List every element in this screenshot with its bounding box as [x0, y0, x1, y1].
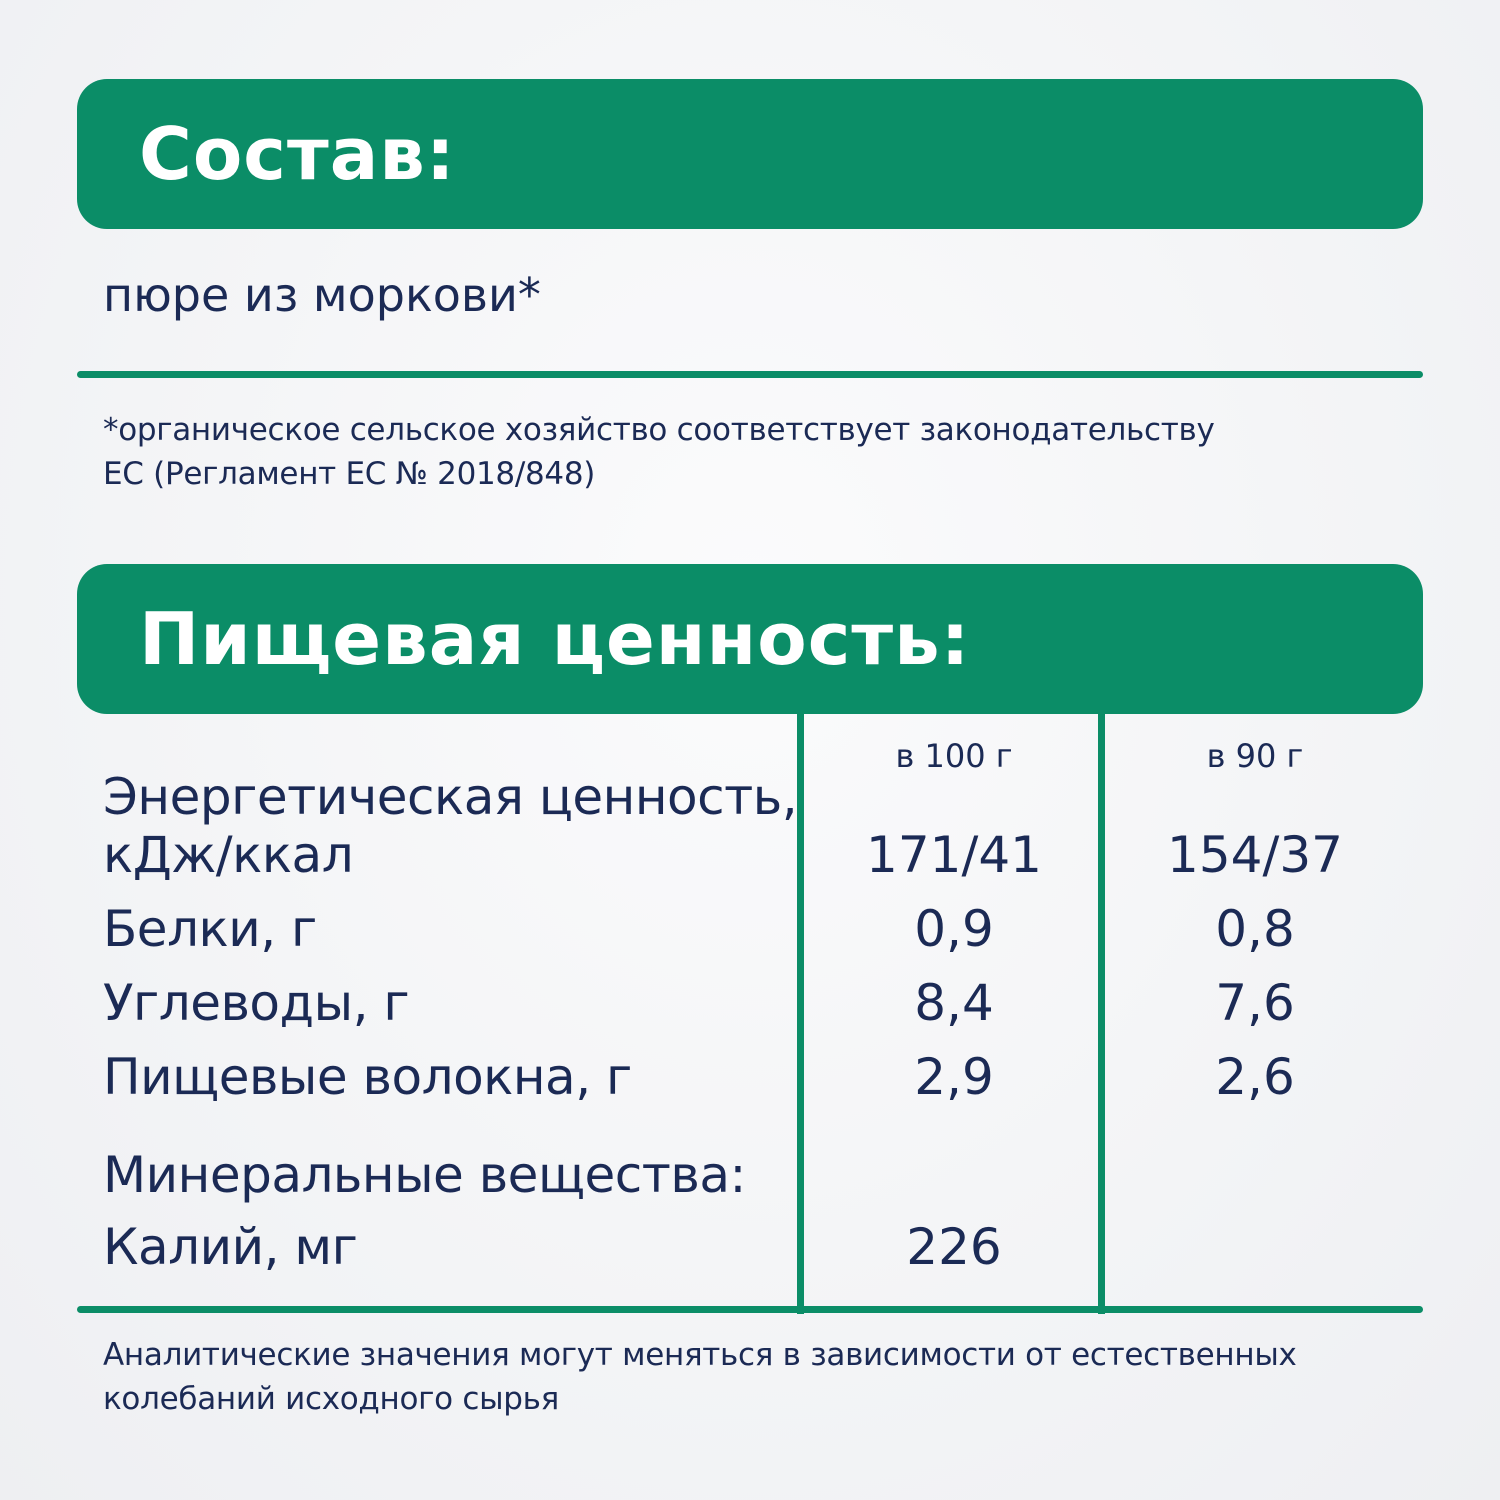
footnote-line: *органическое сельское хозяйство соответствует законодательству: [103, 412, 1215, 448]
value-potassium-100g: 226: [906, 1218, 1002, 1276]
value-protein-100g: 0,9: [914, 900, 994, 958]
column-divider: [797, 700, 804, 1314]
row-label-energy: Энергетическая ценность,: [103, 768, 798, 826]
value-carbohydrates-100g: 8,4: [914, 974, 994, 1032]
row-label-potassium: Калий, мг: [103, 1218, 358, 1276]
row-label-carbohydrates: Углеводы, г: [103, 974, 410, 1032]
value-energy-90g: 154/37: [1167, 826, 1343, 884]
footnote-line: ЕС (Регламент ЕС № 2018/848): [103, 456, 596, 492]
value-protein-90g: 0,8: [1215, 900, 1295, 958]
disclaimer-line: колебаний исходного сырья: [103, 1381, 560, 1417]
row-label-protein: Белки, г: [103, 900, 317, 958]
divider-line: [77, 371, 1423, 378]
nutrition-heading: Пищевая ценность:: [139, 597, 971, 681]
column-header-90g: в 90 г: [1206, 737, 1304, 775]
disclaimer-line: Аналитические значения могут меняться в зависимости от естественных: [103, 1337, 1297, 1373]
composition-banner: [77, 79, 1423, 229]
composition-heading: Состав:: [139, 112, 456, 196]
ingredients-text: пюре из моркови*: [103, 268, 541, 322]
value-fiber-90g: 2,6: [1215, 1048, 1295, 1106]
nutrition-banner: [77, 564, 1423, 714]
table-bottom-line: [77, 1306, 1423, 1313]
value-fiber-100g: 2,9: [914, 1048, 994, 1106]
organic-footnote: [103, 408, 1353, 496]
value-carbohydrates-90g: 7,6: [1215, 974, 1295, 1032]
row-label-energy-unit: кДж/ккал: [103, 826, 354, 884]
analytical-disclaimer: [103, 1333, 1403, 1421]
value-energy-100g: 171/41: [866, 826, 1042, 884]
column-header-100g: в 100 г: [895, 737, 1013, 775]
row-label-fiber: Пищевые волокна, г: [103, 1048, 632, 1106]
minerals-heading: Минеральные вещества:: [103, 1146, 746, 1204]
